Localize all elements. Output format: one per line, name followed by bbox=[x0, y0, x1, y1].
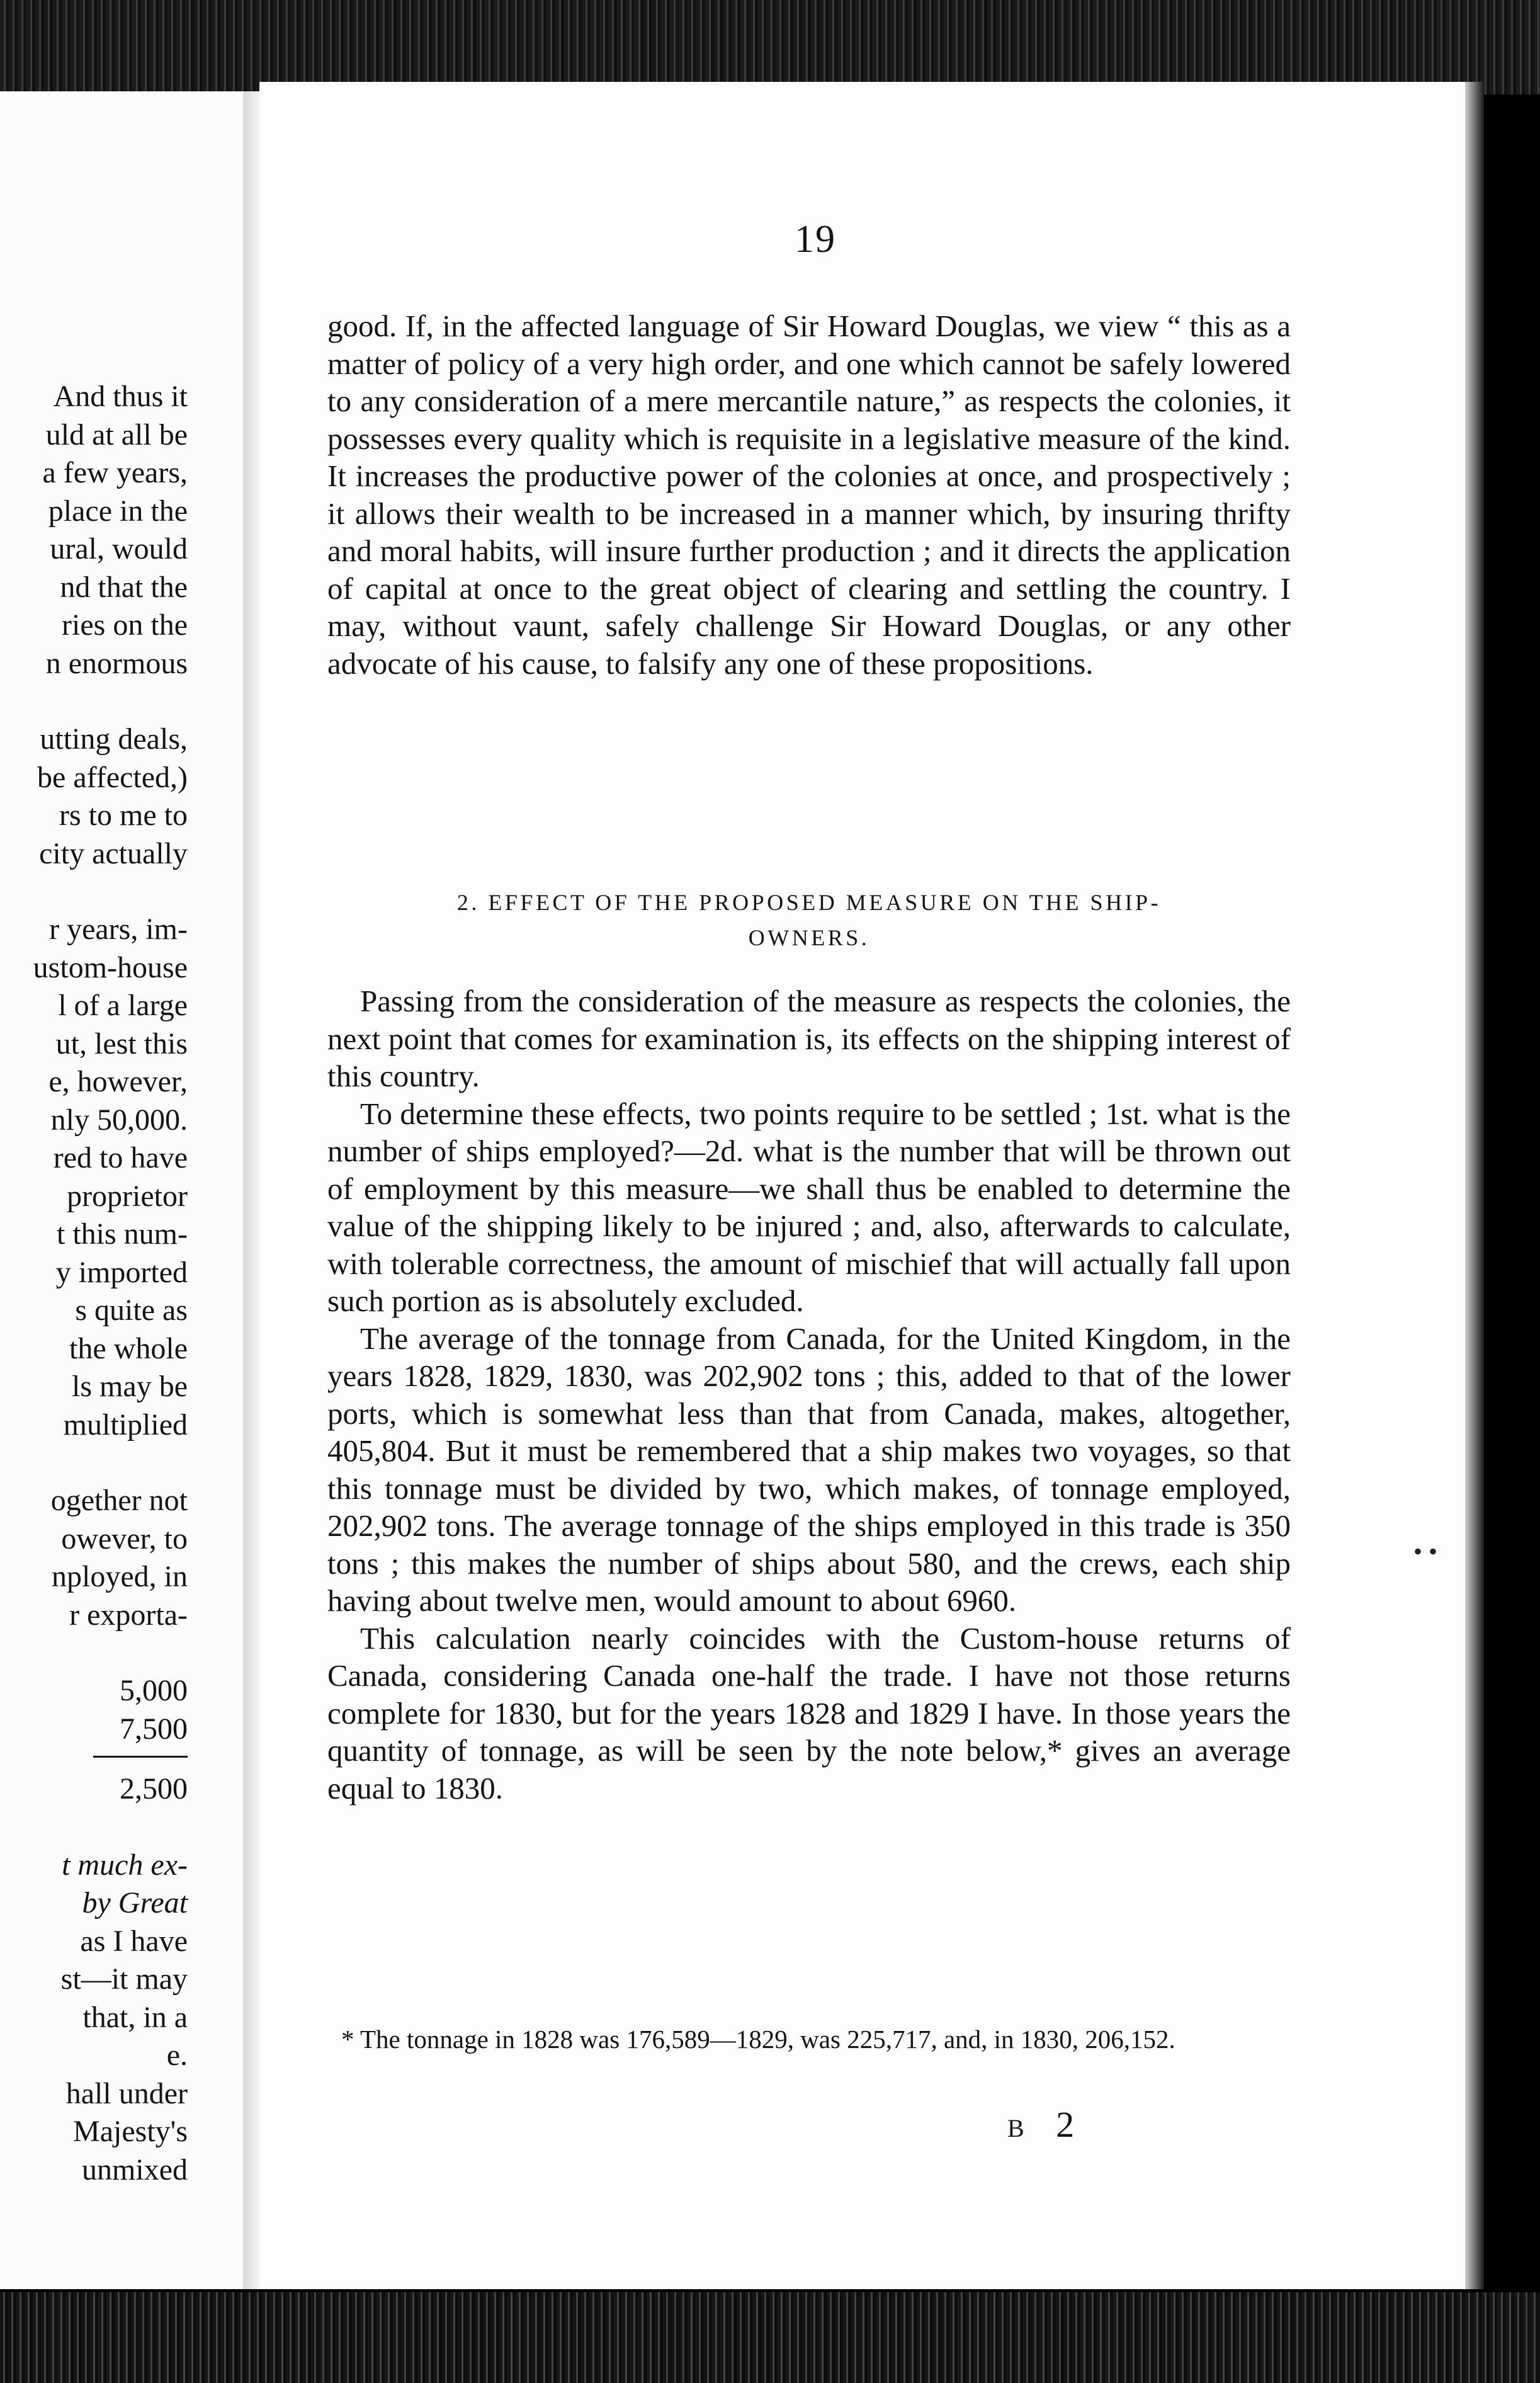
left-page-line: s quite as bbox=[75, 1294, 188, 1327]
paragraph-5: This calculation nearly coincides with the Custom-house returns of Canada, considering Canada one-half the trade. I have not those returns complete for 1830, but for the years 1828 and 1829 I have. In those years the quantity of tonnage, as will be seen by the note below,* gives an average equal to 1830. bbox=[327, 1620, 1291, 1806]
left-page-line: 2,500 bbox=[120, 1772, 188, 1806]
paragraph-3: To determine these effects, two points require to be settled ; 1st. what is the number of ships employed?—2d. what is the number that will be thrown out of employment by this measure—we shall thus be enabled to determine the value of the shipping likely to be injured ; and, also, afterwards to calculate, with tolerable correctness, the amount of mischief that will actually fall upon such portion as is absolutely excluded. bbox=[327, 1096, 1291, 1318]
fragment-gap bbox=[0, 1809, 188, 1846]
paragraph-4: The average of the tonnage from Canada, for the United Kingdom, in the years 1828, 1829, 1830, was 202,902 tons ; this, added to that of the lower ports, which is somewhat less than that from Canada, makes, altogether, 405,804. But it must be remembered that a ship makes two voyages, so that this tonnage must be divided by two, which makes, of tonnage employed, 202,902 tons. The average tonnage of the ships employed in this trade is 350 tons ; this makes the number of ships about 580, and the crews, each ship having about twelve men, would amount to about 6960. bbox=[327, 1321, 1291, 1618]
left-page-line: ls may be bbox=[72, 1370, 188, 1403]
left-page-line: l of a large bbox=[58, 989, 188, 1022]
left-page-line: be affected,) bbox=[37, 760, 188, 794]
left-page-line: ries on the bbox=[62, 608, 188, 642]
left-page-line: nd that the bbox=[60, 570, 188, 604]
signature-mark bbox=[1007, 2103, 1085, 2146]
left-page-line: n enormous bbox=[45, 646, 188, 680]
fragment-gap bbox=[0, 1634, 188, 1672]
left-page-line: t much ex- bbox=[62, 1848, 188, 1882]
left-page-line: that, in a bbox=[82, 2000, 188, 2034]
left-page-line: nployed, in bbox=[52, 1560, 188, 1593]
left-page-line: st—it may bbox=[60, 1962, 188, 1996]
left-page-line: t this num- bbox=[56, 1217, 188, 1251]
opening-paragraph-block bbox=[327, 307, 1291, 682]
marginal-mark: • • bbox=[1413, 1537, 1438, 1566]
left-page-line: ural, would bbox=[50, 532, 188, 566]
signature-letter: B bbox=[1007, 2114, 1036, 2142]
left-page-line: city actually bbox=[39, 836, 188, 870]
left-page bbox=[0, 91, 243, 2289]
paragraph-2: Passing from the consideration of the measure as respects the colonies, the next point that comes for examination is, its effects on the shipping interest of this country. bbox=[327, 984, 1291, 1093]
left-page-line: 7,500 bbox=[120, 1712, 188, 1746]
fragment-gap bbox=[0, 873, 188, 911]
sum-rule bbox=[93, 1756, 188, 1758]
left-page-line: red to have bbox=[53, 1141, 188, 1174]
left-page-line: ustom-house bbox=[33, 950, 188, 984]
left-page-line: And thus it bbox=[53, 380, 188, 413]
left-page-line: Majesty's bbox=[73, 2115, 188, 2148]
left-page-line: r years, im- bbox=[49, 913, 188, 946]
page-edge-shadow bbox=[1465, 82, 1484, 2289]
fragment-gap bbox=[0, 1444, 188, 1482]
left-page-line: utting deals, bbox=[40, 722, 188, 756]
section-heading bbox=[327, 885, 1291, 955]
left-page-line: e, however, bbox=[48, 1065, 188, 1098]
fragment-gap bbox=[0, 683, 188, 720]
left-page-line: nly 50,000. bbox=[50, 1103, 188, 1137]
left-page-line: y imported bbox=[55, 1255, 188, 1289]
left-page-line: place in the bbox=[48, 494, 188, 528]
left-page-line: the whole bbox=[69, 1331, 188, 1365]
left-page-line: ogether not bbox=[50, 1484, 188, 1517]
left-page-line: proprietor bbox=[67, 1179, 188, 1213]
left-page-line: ut, lest this bbox=[55, 1027, 188, 1061]
left-page-text-fragments bbox=[0, 378, 188, 2189]
footnote bbox=[309, 2025, 1275, 2054]
left-page-line: 5,000 bbox=[120, 1674, 188, 1707]
section-heading-line-2: OWNERS. bbox=[748, 925, 870, 950]
scan-edge-top bbox=[0, 0, 1540, 94]
signature-number: 2 bbox=[1056, 2104, 1086, 2145]
left-page-line: by Great bbox=[82, 1886, 188, 1919]
left-page-line: owever, to bbox=[61, 1521, 188, 1555]
scan-edge-bottom bbox=[0, 2292, 1540, 2383]
left-page-line: unmixed bbox=[82, 2153, 188, 2187]
left-page-line: as I have bbox=[80, 1924, 188, 1958]
section-heading-line-1: 2. EFFECT OF THE PROPOSED MEASURE ON THE SHIP- bbox=[456, 890, 1162, 915]
left-page-line: rs to me to bbox=[59, 799, 188, 832]
section-body bbox=[327, 982, 1291, 1807]
left-page-line: hall under bbox=[65, 2076, 188, 2110]
left-page-line: multiplied bbox=[63, 1408, 188, 1442]
paragraph-1: good. If, in the affected language of Sir Howard Douglas, we view “ this as a matter of policy of a very high order, and one which cannot be safely lowered to any consideration of a mere mercantile nature,” as respects the colonies, it possesses every quality which is requisite in a legislative measure of the kind. It increases the productive power of the colonies at once, and prospectively ; it allows their wealth to be increased in a manner which, by insuring thrifty and moral habits, will insure further production ; and it directs the application of capital at once to the great object of clearing and settling the country. I may, without vaunt, safely challenge Sir Howard Douglas, or any other advocate of his cause, to falsify any one of these propositions. bbox=[327, 309, 1291, 681]
left-page-line: uld at all be bbox=[45, 418, 188, 452]
left-page-line: a few years, bbox=[42, 456, 188, 489]
book-gutter bbox=[243, 91, 259, 2289]
left-page-line: e. bbox=[166, 2039, 188, 2072]
left-page-line: r exporta- bbox=[69, 1598, 188, 1632]
page-number: 19 bbox=[795, 218, 836, 261]
footnote-text: * The tonnage in 1828 was 176,589—1829, was 225,717, and, in 1830, 206,152. bbox=[341, 2025, 1175, 2054]
